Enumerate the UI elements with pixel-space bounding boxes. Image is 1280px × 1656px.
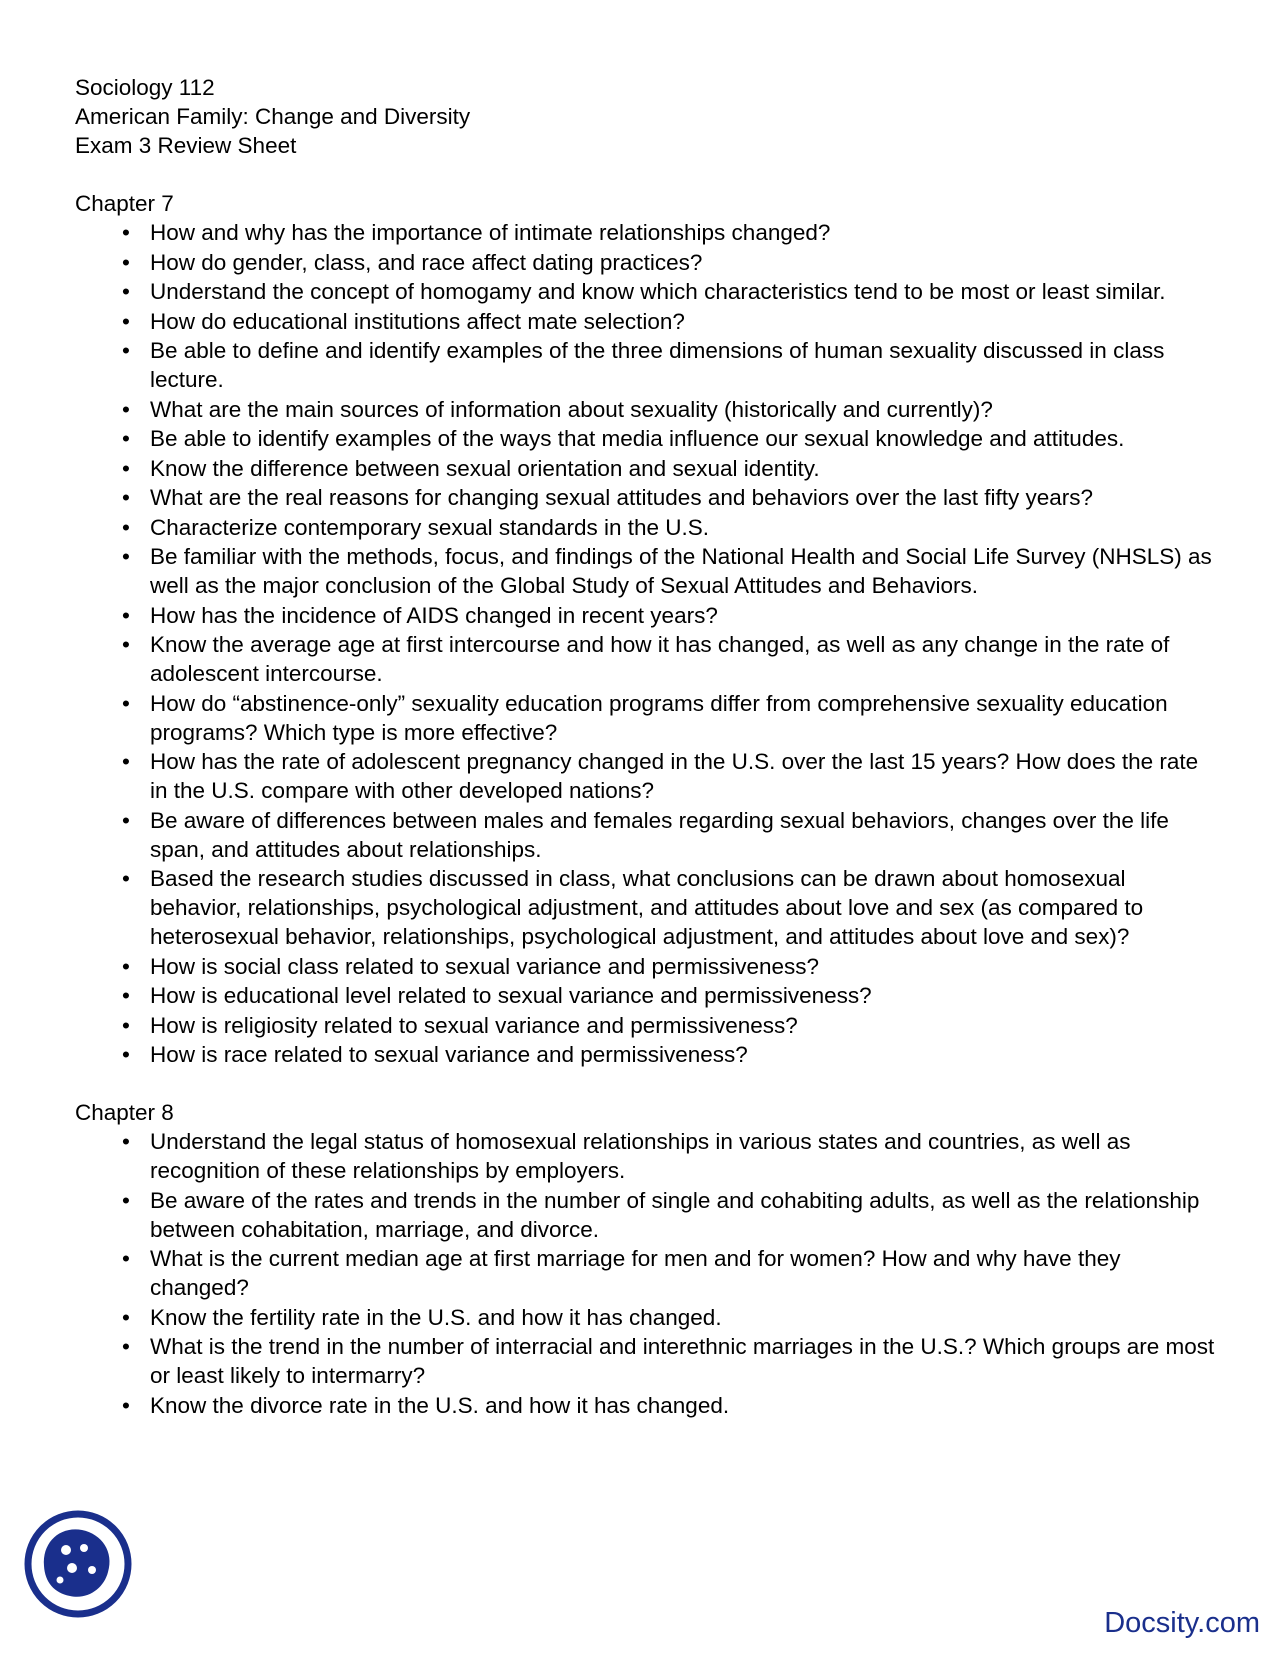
bullet-icon: • <box>122 1304 130 1330</box>
list-item <box>75 1040 1215 1069</box>
list-item <box>75 601 1215 630</box>
list-item <box>75 864 1215 951</box>
chapter-section <box>75 1098 1215 1420</box>
list-item <box>75 806 1215 864</box>
list-item <box>75 395 1215 424</box>
list-item-text: What are the main sources of information about sexuality (historically and currently)? <box>150 396 993 422</box>
list-item-text: How and why has the importance of intimate relationships changed? <box>150 220 831 245</box>
list-item-text: Understand the legal status of homosexual relationships in various states and countries, as well as recognition of these relationships by employers. <box>150 1129 1131 1183</box>
bullet-icon: • <box>122 749 130 774</box>
docsity-brand-text: Docsity.com <box>1104 1607 1260 1639</box>
sheet-title: Exam 3 Review Sheet <box>75 133 297 158</box>
list-item <box>75 1011 1215 1040</box>
list-item <box>75 248 1215 277</box>
list-item-text: How is educational level related to sexual variance and permissiveness? <box>150 983 872 1008</box>
list-item <box>75 454 1215 483</box>
list-item <box>75 1303 1215 1332</box>
bullet-icon: • <box>122 485 130 510</box>
list-item <box>75 952 1215 981</box>
bullet-icon: • <box>122 426 130 451</box>
bullet-icon: • <box>122 279 130 304</box>
list-item <box>75 277 1215 306</box>
list-item <box>75 513 1215 542</box>
bullet-icon: • <box>122 544 130 569</box>
list-item-text: How do “abstinence-only” sexuality education programs differ from comprehensive sexuality education programs? Which type is more effective? <box>150 690 1168 745</box>
list-item-text: Be familiar with the methods, focus, and findings of the National Health and Social Life Survey (NHSLS) as well as the major conclusion of the Global Study of Sexual Attitudes and Behaviors. <box>150 544 1212 598</box>
list-item-text: How do gender, class, and race affect dating practices? <box>150 249 703 275</box>
list-item-text: How do educational institutions affect mate selection? <box>150 308 685 334</box>
list-item-text: Be aware of the rates and trends in the number of single and cohabiting adults, as well as the relationship between cohabitation, marriage, and divorce. <box>150 1187 1200 1242</box>
list-item <box>75 1332 1215 1390</box>
course-number: Sociology 112 <box>75 75 215 100</box>
list-item <box>75 218 1215 247</box>
list-item <box>75 689 1215 747</box>
bullet-icon: • <box>122 396 130 422</box>
list-item <box>75 307 1215 336</box>
list-item <box>75 336 1215 394</box>
bullet-icon: • <box>122 866 130 891</box>
chapter-title: Chapter 7 <box>75 191 174 216</box>
chapter-title: Chapter 8 <box>75 1100 174 1125</box>
bullet-icon: • <box>122 1187 130 1213</box>
bullet-icon: • <box>122 1042 130 1067</box>
course-title: American Family: Change and Diversity <box>75 104 471 129</box>
document-content <box>75 73 1215 1420</box>
list-item-text: Based the research studies discussed in class, what conclusions can be drawn about homosexual behavior, relationships, psychological adjustment, and attitudes about love and sex (as compared to heterosexual behavior, relationships, psychological adjustment, and attitudes about love and sex)? <box>150 866 1144 949</box>
list-item-text: Know the difference between sexual orientation and sexual identity. <box>150 455 820 481</box>
list-item <box>75 424 1215 453</box>
list-item <box>75 1186 1215 1244</box>
list-item-text: How is religiosity related to sexual variance and permissiveness? <box>150 1012 798 1038</box>
list-item <box>75 981 1215 1010</box>
list-item <box>75 630 1215 688</box>
bullet-icon: • <box>122 220 130 245</box>
chapter-section <box>75 189 1215 1069</box>
list-item-text: Know the fertility rate in the U.S. and how it has changed. <box>150 1304 722 1330</box>
bullet-icon: • <box>122 308 130 334</box>
list-item-text: How has the rate of adolescent pregnancy changed in the U.S. over the last 15 years? How does the rate in the U.S. compare with other developed nations? <box>150 749 1199 803</box>
bullet-icon: • <box>122 249 130 275</box>
docsity-logo-icon <box>22 1508 134 1620</box>
list-item-text: Be able to define and identify examples of the three dimensions of human sexuality discussed in class lecture. <box>150 338 1165 392</box>
list-item <box>75 483 1215 512</box>
list-item-text: How is social class related to sexual variance and permissiveness? <box>150 953 820 979</box>
list-item-text: How is race related to sexual variance and permissiveness? <box>150 1042 748 1067</box>
bullet-icon: • <box>122 1334 130 1359</box>
review-question-list <box>75 218 1215 1069</box>
list-item-text: What is the trend in the number of interracial and interethnic marriages in the U.S.? Which groups are most or least likely to intermarry? <box>150 1334 1215 1388</box>
bullet-icon: • <box>122 455 130 481</box>
list-item <box>75 747 1215 805</box>
document-header <box>75 73 1215 160</box>
list-item-text: Be aware of differences between males and females regarding sexual behaviors, changes over the life span, and attitudes about relationships. <box>150 807 1169 862</box>
list-item-text: How has the incidence of AIDS changed in recent years? <box>150 602 718 628</box>
list-item <box>75 1391 1215 1420</box>
list-item-text: Understand the concept of homogamy and know which characteristics tend to be most or least similar. <box>150 279 1166 304</box>
list-item-text: What is the current median age at first marriage for men and for women? How and why have they changed? <box>150 1246 1121 1300</box>
list-item-text: What are the real reasons for changing sexual attitudes and behaviors over the last fifty years? <box>150 485 1094 510</box>
bullet-icon: • <box>122 1129 130 1154</box>
bullet-icon: • <box>122 1392 130 1418</box>
list-item <box>75 1244 1215 1302</box>
list-item-text: Be able to identify examples of the ways that media influence our sexual knowledge and attitudes. <box>150 426 1125 451</box>
bullet-icon: • <box>122 1012 130 1038</box>
bullet-icon: • <box>122 983 130 1008</box>
bullet-icon: • <box>122 807 130 833</box>
list-item <box>75 542 1215 600</box>
bullet-icon: • <box>122 1246 130 1271</box>
chapters-container <box>75 189 1215 1420</box>
bullet-icon: • <box>122 338 130 363</box>
list-item <box>75 1127 1215 1185</box>
bullet-icon: • <box>122 514 130 540</box>
bullet-icon: • <box>122 632 130 657</box>
bullet-icon: • <box>122 602 130 628</box>
bullet-icon: • <box>122 953 130 979</box>
review-question-list <box>75 1127 1215 1420</box>
bullet-icon: • <box>122 690 130 716</box>
list-item-text: Characterize contemporary sexual standards in the U.S. <box>150 514 710 540</box>
list-item-text: Know the average age at first intercourse and how it has changed, as well as any change in the rate of adolescent intercourse. <box>150 632 1170 686</box>
list-item-text: Know the divorce rate in the U.S. and how it has changed. <box>150 1392 730 1418</box>
